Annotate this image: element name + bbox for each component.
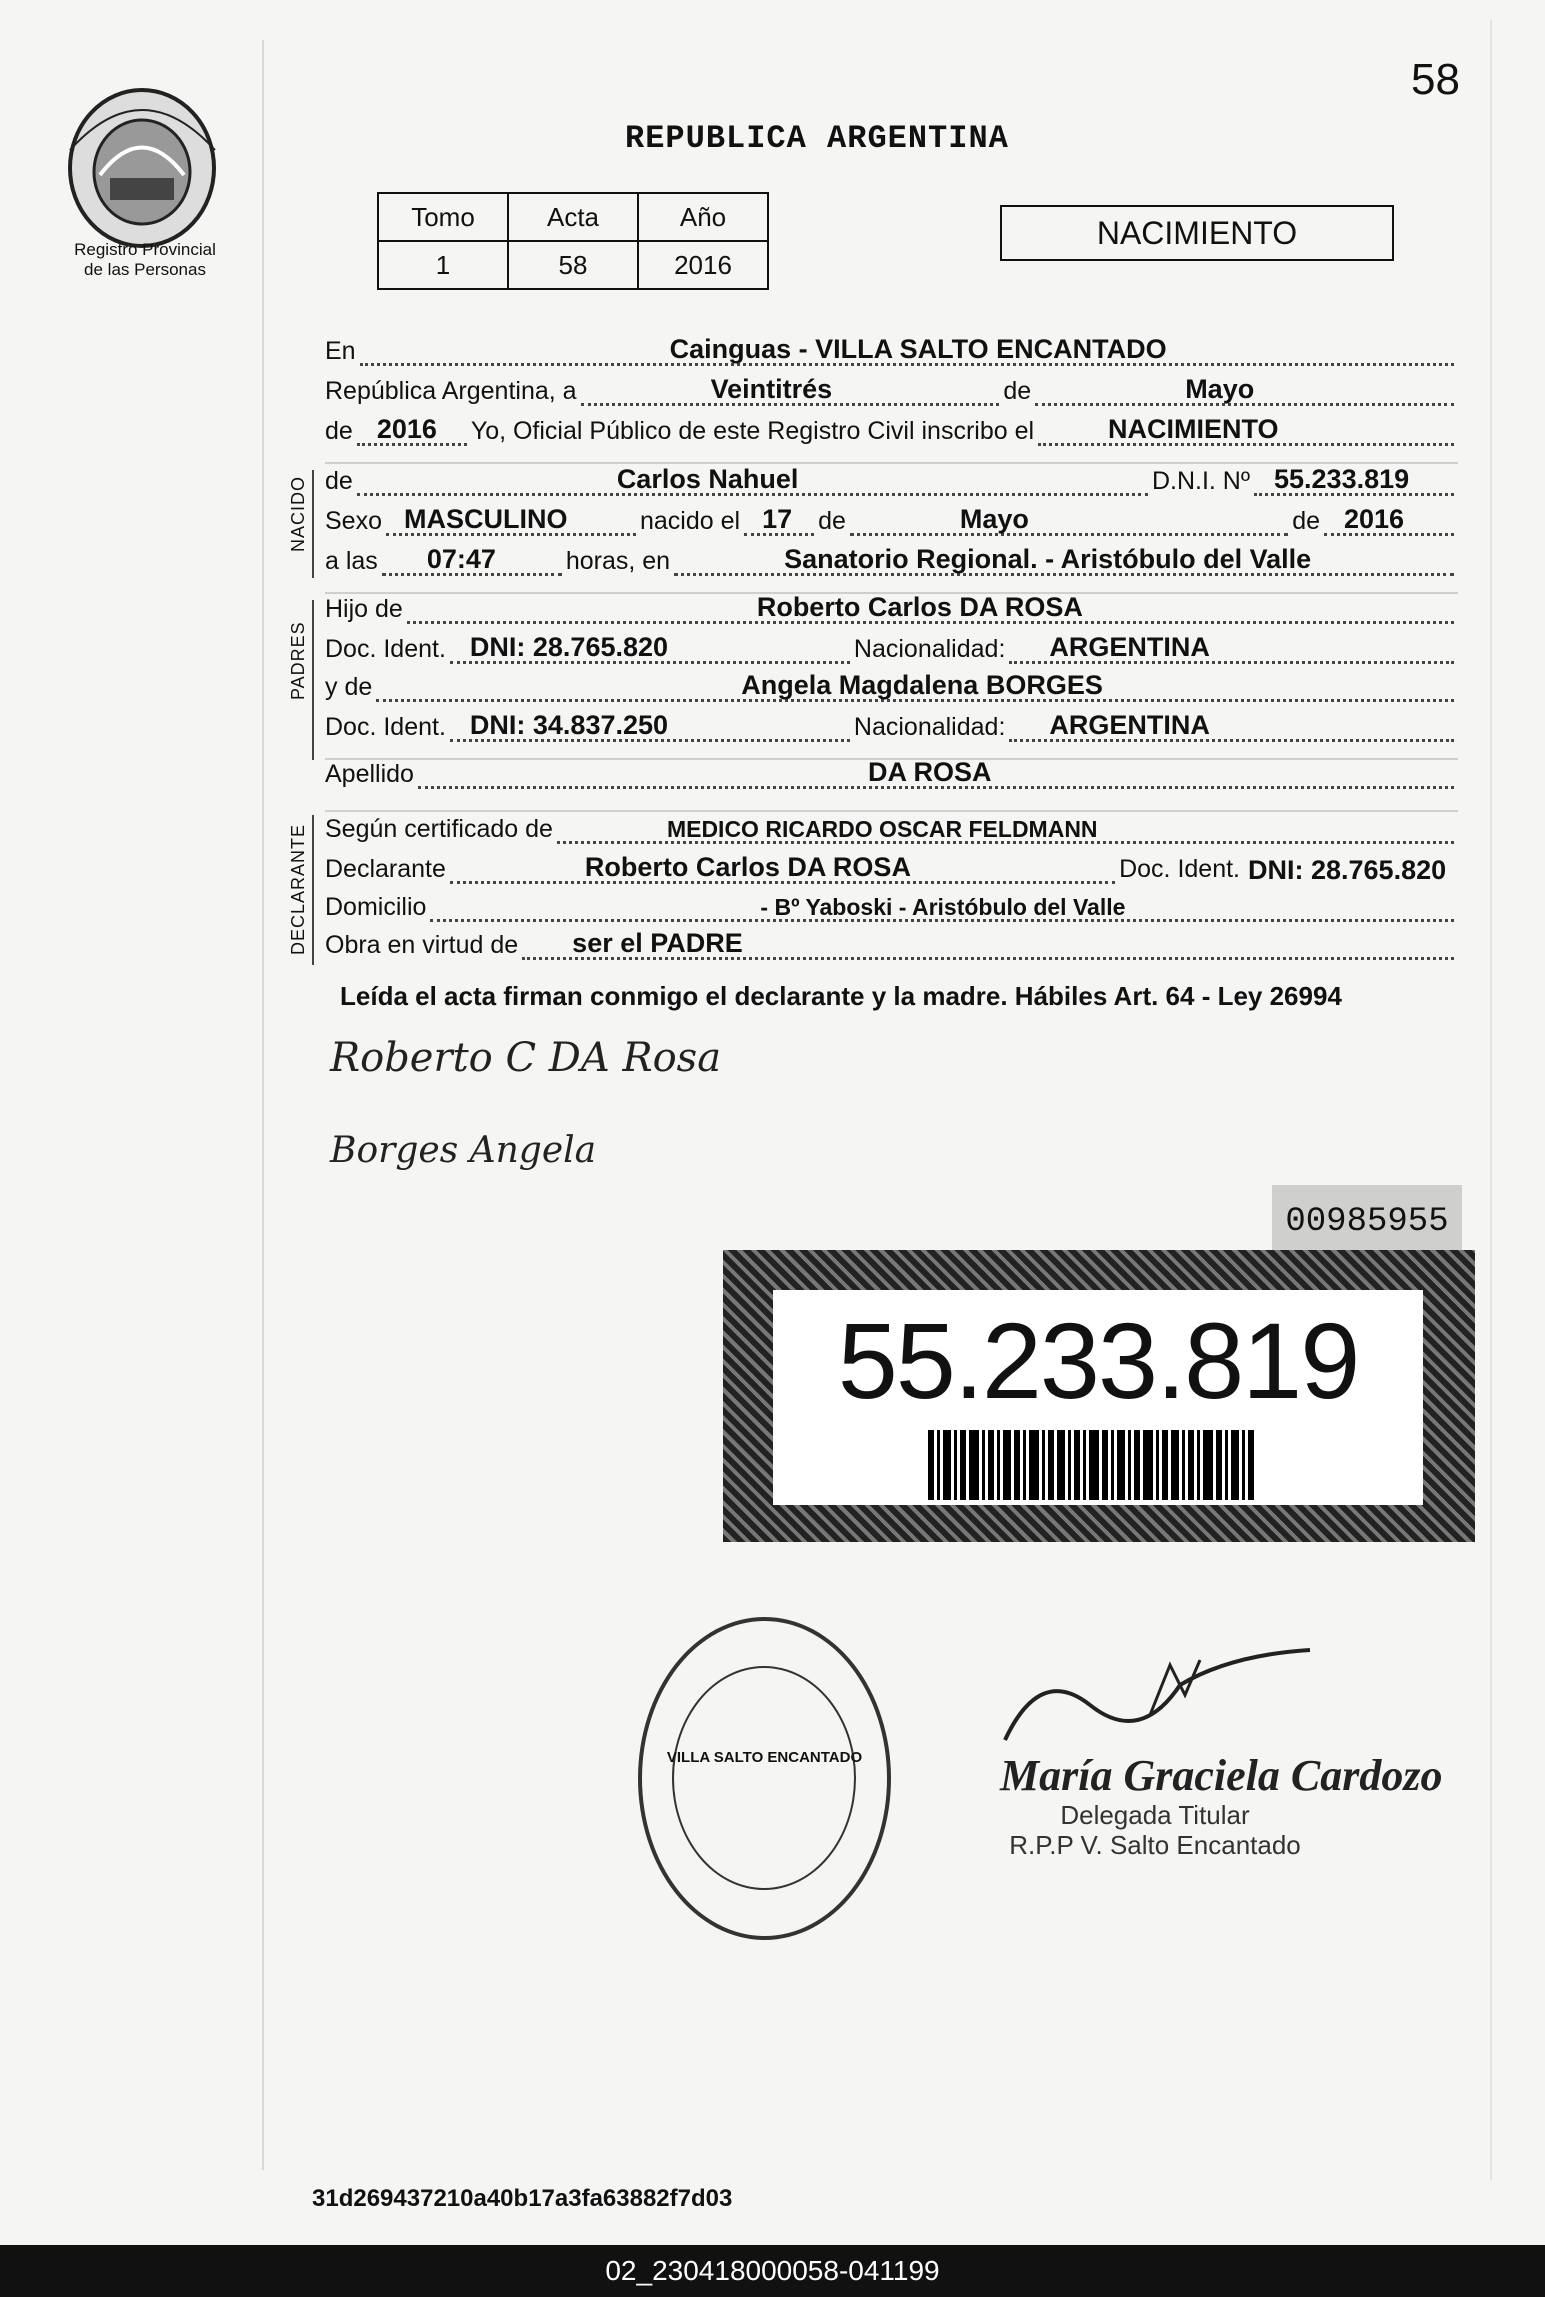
value-ano: 2016 — [638, 241, 768, 289]
dni-sticker-panel — [773, 1290, 1423, 1505]
registry-table — [377, 192, 769, 290]
label-apellido: Apellido — [325, 760, 414, 788]
value-father-doc: DNI: 28.765.820 — [469, 632, 669, 662]
section-bar-padres — [312, 600, 314, 760]
value-location: Cainguas - VILLA SALTO ENCANTADO — [669, 334, 1167, 364]
row-sexo — [325, 502, 1458, 542]
label-y-de: y de — [325, 673, 373, 701]
document-title: REPUBLICA ARGENTINA — [625, 120, 1009, 157]
row-declarante — [325, 850, 1458, 890]
header-ano: Año — [638, 193, 768, 241]
value-mother-nat: ARGENTINA — [1049, 710, 1210, 740]
section-label-declarante: DECLARANTE — [288, 823, 308, 955]
edge-line — [1490, 20, 1492, 2180]
value-obra: ser el PADRE — [572, 928, 743, 958]
stamp-inner-ring — [672, 1666, 856, 1890]
value-sexo: MASCULINO — [403, 504, 568, 534]
declarant-signature: Roberto C DA Rosa — [330, 1035, 722, 1081]
header-tomo: Tomo — [378, 193, 508, 241]
value-father-nat: ARGENTINA — [1049, 632, 1210, 662]
header-acta: Acta — [508, 193, 638, 241]
row-en — [325, 332, 1458, 372]
footer-id: 02_230418000058-041199 — [0, 2245, 1545, 2297]
label-name: de — [325, 467, 353, 495]
mother-signature: Borges Angela — [330, 1130, 597, 1171]
control-number: 00985955 — [1272, 1185, 1462, 1259]
row-certificado — [325, 810, 1458, 850]
section-label-nacido: NACIDO — [288, 475, 308, 552]
logo-caption-line2: de las Personas — [84, 260, 206, 279]
official-role: Delegada Titular — [1060, 1800, 1250, 1830]
barcode — [928, 1430, 1358, 1500]
value-acta: 58 — [508, 241, 638, 289]
act-type-box: NACIMIENTO — [1000, 205, 1394, 261]
row-name — [325, 462, 1458, 502]
closing-statement: Leída el acta firman conmigo el declarante y la madre. Hábiles Art. 64 - Ley 26994 — [340, 981, 1342, 1011]
misiones-seal-logo — [60, 80, 225, 250]
page-number: 58 — [1411, 55, 1460, 104]
value-child-dni: 55.233.819 — [1274, 464, 1410, 494]
document-hash: 31d269437210a40b17a3fa63882f7d03 — [312, 2185, 733, 2212]
official-title — [990, 1800, 1320, 1860]
label-sexo: Sexo — [325, 507, 382, 535]
value-birth-day: 17 — [762, 504, 793, 534]
logo-caption-line1: Registro Provincial — [74, 240, 216, 259]
margin-line — [262, 40, 264, 2170]
row-father — [325, 590, 1458, 630]
stamp-inner-text: VILLA SALTO ENCANTADO — [666, 1749, 863, 1766]
value-year: 2016 — [376, 414, 437, 444]
dni-sticker — [723, 1250, 1475, 1542]
value-domicilio: - Bº Yaboski - Aristóbulo del Valle — [760, 894, 1126, 920]
official-stamp — [638, 1617, 891, 1940]
label-horas: horas, en — [565, 547, 671, 575]
label-decl-doc: Doc. Ident. — [1119, 855, 1240, 883]
section-bar-nacido — [312, 470, 314, 578]
value-month: Mayo — [1185, 374, 1255, 404]
value-birth-time: 07:47 — [426, 544, 496, 574]
label-hijo-de: Hijo de — [325, 595, 403, 623]
label-nacionalidad: Nacionalidad: — [853, 713, 1006, 741]
row-date — [325, 372, 1458, 412]
value-birth-year: 2016 — [1344, 504, 1405, 534]
value-apellido: DA ROSA — [867, 757, 992, 787]
label-dni: D.N.I. Nº — [1151, 467, 1250, 495]
value-act-word: NACIMIENTO — [1108, 414, 1279, 444]
label-birth-de2: de — [1292, 507, 1320, 535]
row-apellido — [325, 755, 1458, 795]
label-domicilio: Domicilio — [325, 893, 427, 921]
row-obra — [325, 926, 1458, 966]
value-tomo: 1 — [378, 241, 508, 289]
value-mother-doc: DNI: 34.837.250 — [469, 710, 669, 740]
value-birth-place: Sanatorio Regional. - Aristóbulo del Valle — [784, 544, 1312, 574]
official-name: María Graciela Cardozo — [1000, 1751, 1443, 1800]
section-label-padres: PADRES — [288, 621, 308, 700]
label-obra: Obra en virtud de — [325, 931, 519, 959]
official-office: R.P.P V. Salto Encantado — [1009, 1830, 1301, 1860]
label-nacionalidad: Nacionalidad: — [853, 635, 1006, 663]
label-certificado: Según certificado de — [325, 815, 553, 843]
value-birth-month: Mayo — [959, 504, 1029, 534]
label-republica: República Argentina, a — [325, 377, 577, 405]
label-declarante: Declarante — [325, 855, 446, 883]
row-father-doc — [325, 630, 1458, 670]
value-certificado: MEDICO RICARDO OSCAR FELDMANN — [666, 816, 1098, 842]
label-doc-ident: Doc. Ident. — [325, 713, 446, 741]
row-domicilio — [325, 888, 1458, 928]
dni-sticker-number: 55.233.819 — [837, 1300, 1359, 1421]
label-doc-ident: Doc. Ident. — [325, 635, 446, 663]
label-alas: a las — [325, 547, 378, 575]
row-hora — [325, 542, 1458, 582]
row-mother — [325, 668, 1458, 708]
value-father-name: Roberto Carlos DA ROSA — [756, 592, 1083, 622]
label-oficial: Yo, Oficial Público de este Registro Civil inscribo el — [470, 417, 1035, 445]
label-nacido-el: nacido el — [639, 507, 741, 535]
section-bar-declarante — [312, 815, 314, 965]
value-mother-name: Angela Magdalena BORGES — [741, 670, 1103, 700]
logo-caption — [40, 240, 250, 280]
label-de-year: de — [325, 417, 353, 445]
value-child-name: Carlos Nahuel — [616, 464, 799, 494]
label-en: En — [325, 337, 356, 365]
official-signature-stroke — [1000, 1645, 1320, 1755]
value-declarante: Roberto Carlos DA ROSA — [584, 852, 911, 882]
row-oficial — [325, 412, 1458, 452]
row-mother-doc — [325, 708, 1458, 748]
label-de: de — [1003, 377, 1032, 405]
label-birth-de: de — [818, 507, 846, 535]
value-day-words: Veintitrés — [710, 374, 833, 404]
value-decl-doc: DNI: 28.765.820 — [1248, 855, 1447, 885]
